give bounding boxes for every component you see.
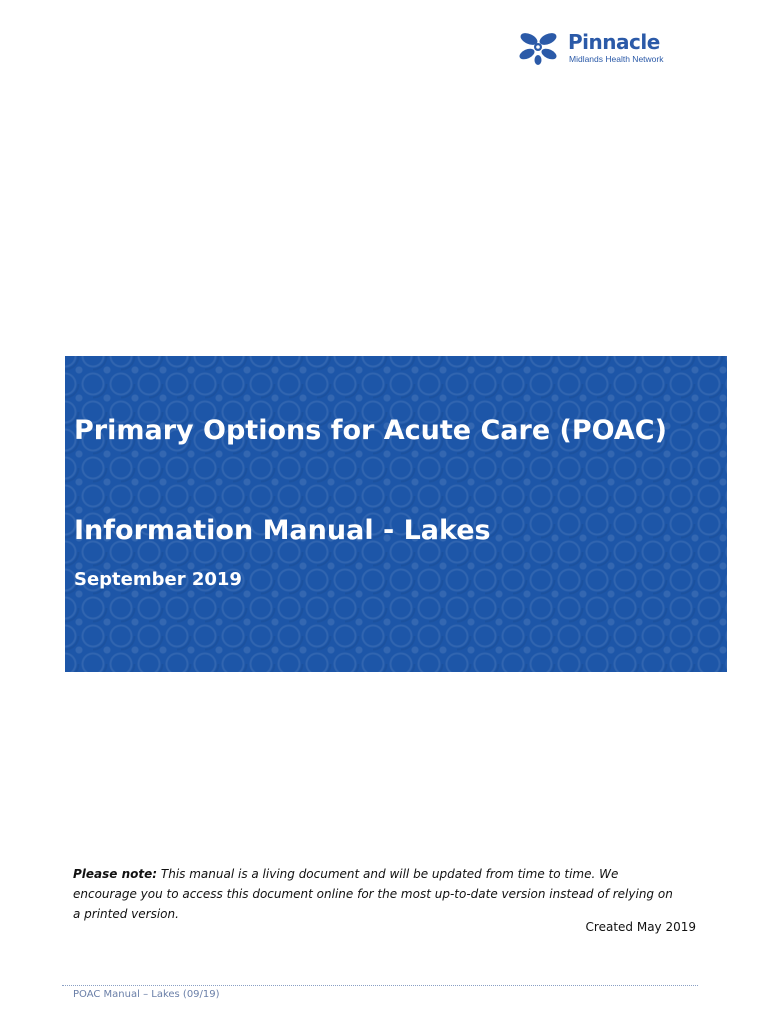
note-text: This manual is a living document and will be updated from time to time. We encourage you to access this document online for the most up-to-date version instead of relying on a printed version. (73, 867, 673, 921)
footer-text: POAC Manual – Lakes (09/19) (73, 989, 220, 1000)
note-label: Please note: (73, 867, 158, 881)
cover-banner (65, 356, 727, 672)
pinnacle-logo (514, 28, 684, 68)
logo-name: Pinnacle (568, 30, 660, 54)
document-subtitle: Information Manual - Lakes (74, 515, 491, 546)
footer-divider (62, 985, 698, 986)
pinnacle-flower-icon (514, 30, 564, 66)
document-date: September 2019 (74, 569, 242, 590)
document-title: Primary Options for Acute Care (POAC) (74, 415, 667, 446)
please-note-paragraph (73, 864, 683, 924)
logo-subtitle: Midlands Health Network (569, 54, 664, 64)
created-date: Created May 2019 (585, 920, 696, 934)
